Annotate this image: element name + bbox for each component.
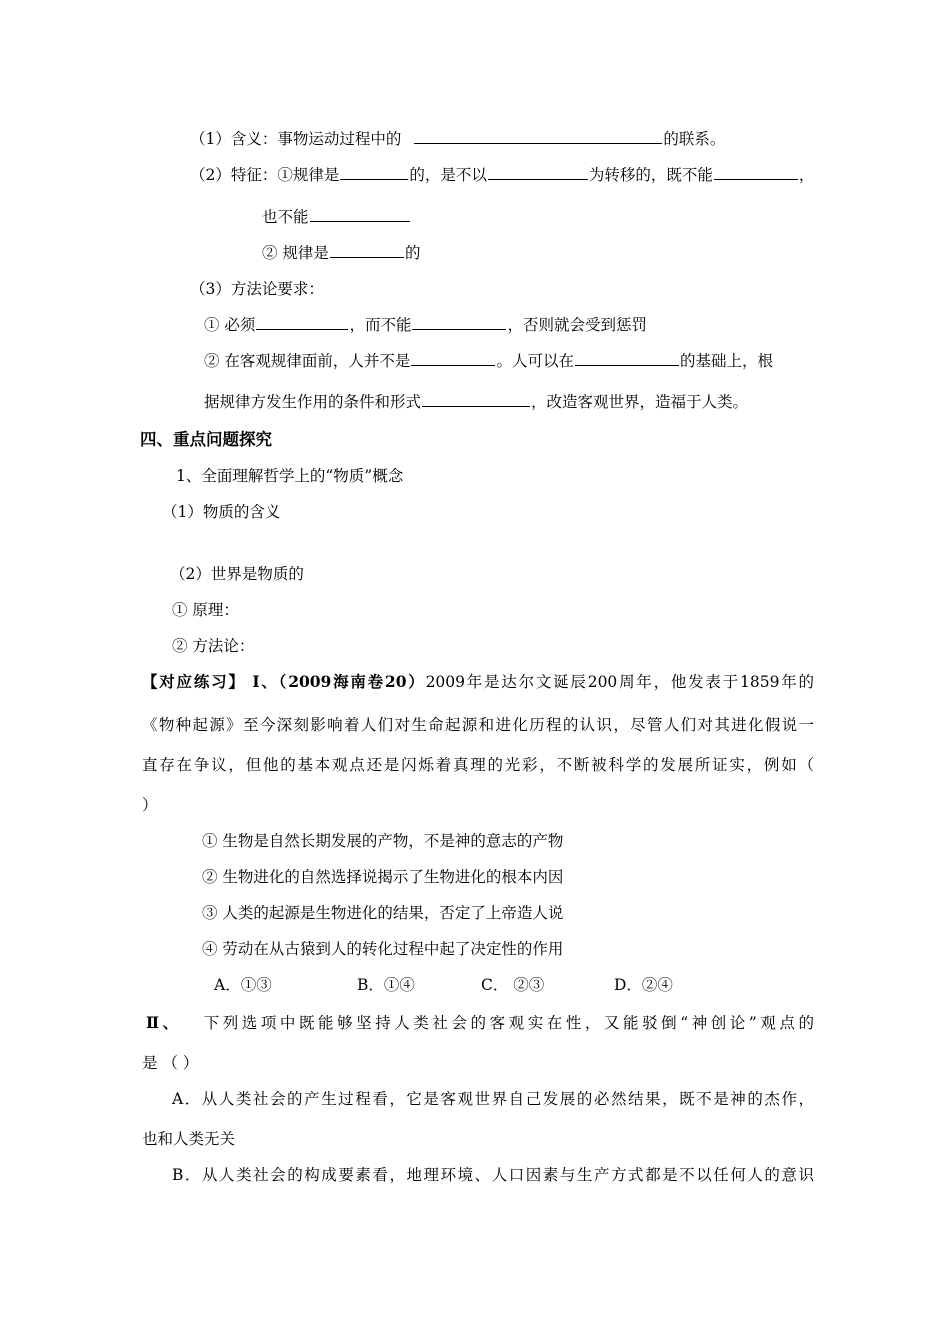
- law-method-1-label: ① 必须: [204, 316, 256, 334]
- law-meaning-line: [190, 127, 725, 149]
- question-2-option-a-2: 也和人类无关: [142, 1130, 236, 1148]
- blank-field[interactable]: [256, 315, 348, 330]
- law-feature-text-c: 为转移的，既不能: [588, 166, 713, 184]
- question-2-text: 下列选项中既能够坚持人类社会的客观实在性，又能驳倒“神创论”观点的: [203, 1014, 814, 1032]
- law-feature-text-b: 的，是不以: [409, 166, 487, 184]
- practice-q1-line-2: 《物种起源》至今深刻影响着人们对生命起源和进化历程的认识，尽管人们对其进化假说一: [142, 716, 814, 734]
- blank-field[interactable]: [412, 315, 506, 330]
- law-method-2-label: ② 在客观规律面前，人并不是: [204, 352, 411, 370]
- section-methodology: ② 方法论：: [172, 637, 255, 655]
- question-2-line-2: 是 （ ）: [142, 1054, 199, 1072]
- question-2-line-1: [146, 1011, 814, 1033]
- option-1: ① 生物是自然长期发展的产物，不是神的意志的产物: [202, 832, 564, 850]
- practice-q1-line-4: ）: [142, 796, 158, 814]
- question-1-number: Ⅰ、: [252, 672, 279, 691]
- question-1-source: （2009海南卷20）: [278, 672, 426, 691]
- section-item-1: 1、全面理解哲学上的“物质”概念: [176, 467, 404, 485]
- question-2-option-a-1: A．从人类社会的产生过程看，它是客观世界自己发展的必然结果，既不是神的杰作，: [172, 1090, 814, 1108]
- blank-field[interactable]: [330, 243, 404, 258]
- blank-field[interactable]: [422, 392, 530, 407]
- law-method-2-text-c: 的基础上，根: [679, 352, 773, 370]
- practice-q1-line-3: 直存在争议，但他的基本观点还是闪烁着真理的光彩，不断被科学的发展所证实，例如（: [142, 756, 814, 774]
- law-feature-cont-line: [262, 205, 411, 227]
- choice-a[interactable]: A．①③: [214, 976, 272, 994]
- section-sub-1: （1）物质的含义: [162, 503, 281, 521]
- law-feature-label: （2）特征：①规律是: [190, 166, 340, 184]
- law-feature-2-line: [262, 241, 420, 263]
- law-meaning-tail: 的联系。: [663, 130, 726, 148]
- option-3: ③ 人类的起源是生物进化的结果，否定了上帝造人说: [202, 904, 564, 922]
- option-2: ② 生物进化的自然选择说揭示了生物进化的根本内因: [202, 868, 564, 886]
- law-method-heading: （3）方法论要求：: [190, 280, 324, 298]
- section-principle: ① 原理：: [172, 601, 239, 619]
- blank-field[interactable]: [414, 129, 662, 144]
- practice-tag: 【对应练习】: [142, 672, 246, 691]
- law-feature-2-label: ② 规律是: [262, 244, 329, 262]
- law-feature-cont-text: 也不能: [262, 208, 309, 226]
- blank-field[interactable]: [488, 165, 588, 180]
- blank-field[interactable]: [714, 165, 798, 180]
- law-feature-2-tail: 的: [404, 244, 421, 262]
- section-heading: 四、重点问题探究: [140, 430, 272, 449]
- choice-b[interactable]: B．①④: [357, 976, 415, 994]
- choice-d[interactable]: D．②④: [614, 976, 673, 994]
- blank-field[interactable]: [310, 207, 410, 222]
- section-sub-2: （2）世界是物质的: [170, 565, 304, 583]
- law-feature-line: [190, 163, 814, 185]
- blank-field[interactable]: [575, 351, 679, 366]
- question-1-text-1: 2009年是达尔文诞辰200周年，他发表于1859年的: [425, 673, 814, 691]
- law-method-2-line: [204, 349, 773, 371]
- law-meaning-label: （1）含义：事物运动过程中的: [190, 130, 402, 148]
- law-method-1-text-b: ，而不能: [349, 316, 412, 334]
- law-feature-text-d: ，: [798, 166, 815, 184]
- blank-field[interactable]: [411, 351, 495, 366]
- law-method-2-cont: [204, 390, 748, 412]
- choice-c[interactable]: C． ②③: [481, 976, 545, 994]
- law-method-1-text-c: ，否则就会受到惩罚: [507, 316, 647, 334]
- question-2-option-b-1: B．从人类社会的构成要素看，地理环境、人口因素与生产方式都是不以任何人的意识: [172, 1166, 814, 1184]
- law-method-2-cont-text: 据规律方发生作用的条件和形式: [204, 393, 422, 411]
- law-method-2-cont-tail: ，改造客观世界，造福于人类。: [531, 393, 749, 411]
- blank-field[interactable]: [340, 165, 408, 180]
- practice-q1-line-1: [142, 670, 814, 692]
- law-method-2-text-b: 。人可以在: [496, 352, 574, 370]
- option-4: ④ 劳动在从古猿到人的转化过程中起了决定性的作用: [202, 940, 564, 958]
- law-method-1-line: [204, 313, 647, 335]
- question-2-number: Ⅱ、: [146, 1013, 182, 1032]
